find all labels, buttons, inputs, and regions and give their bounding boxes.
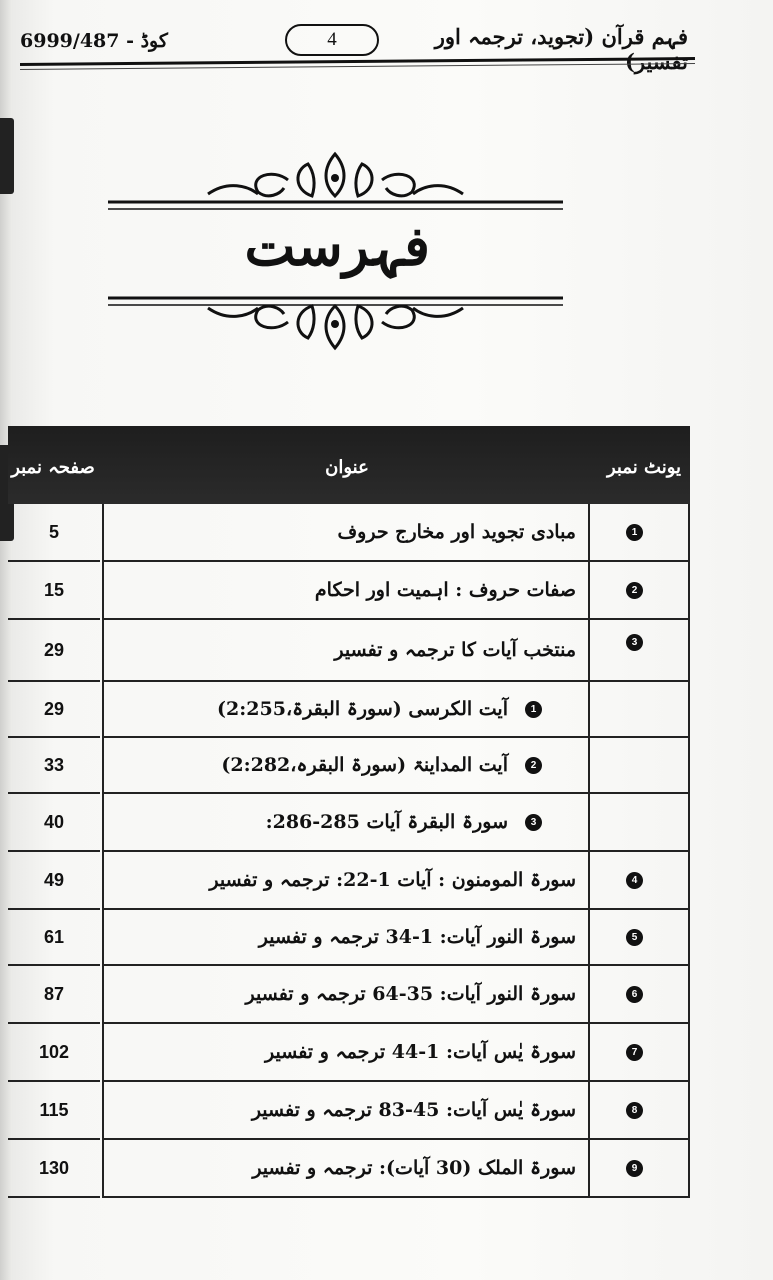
row-unit-cell [590,1024,690,1082]
sub-number-badge: 2 [525,757,542,774]
row-title-cell [102,1082,590,1140]
row-title-cell [102,852,590,910]
page-number: 4 [285,24,379,56]
row-unit-cell [590,794,690,852]
row-page-number: 29 [8,682,100,738]
row-title-cell [102,910,590,966]
table-row [8,504,690,562]
row-unit-cell [590,1082,690,1140]
sub-number-badge: 3 [525,814,542,831]
table-row [8,738,690,794]
row-page-number: 130 [8,1140,100,1198]
column-header-unit: یونٹ نمبر [606,457,682,478]
row-title: سورۃ یٰس آیات: 1-44 ترجمہ و تفسیر [265,1041,576,1063]
row-unit-cell [590,620,690,682]
book-title: فہم قرآن (تجوید، ترجمہ اور تفسیر) [434,24,688,74]
row-page-number: 87 [8,966,100,1024]
table-row [8,562,690,620]
edge-tab-top [0,118,14,194]
ornament-bottom [108,292,563,352]
ornament-top [108,150,563,218]
table-row [8,620,690,682]
row-page-number: 115 [8,1082,100,1140]
row-title: سورۃ النور آیات: 1-34 ترجمہ و تفسیر [258,926,576,948]
row-title: سورۃ النور آیات: 35-64 ترجمہ و تفسیر [245,983,576,1005]
row-page-number: 40 [8,794,100,852]
row-title-cell [102,738,590,794]
row-title: آیت المداینۃ (سورۃ البقرہ،2:282) [221,754,508,776]
unit-number-badge: 4 [626,872,643,889]
row-title: سورۃ المومنون : آیات 1-22: ترجمہ و تفسیر [209,869,576,891]
unit-number-badge: 7 [626,1044,643,1061]
column-header-title: عنوان [325,457,369,478]
row-title: منتخب آیات کا ترجمہ و تفسیر [334,639,576,661]
sub-number-badge: 1 [525,701,542,718]
row-unit-cell [590,852,690,910]
unit-number-badge: 1 [626,524,643,541]
row-unit-cell [590,738,690,794]
row-unit-cell [590,562,690,620]
row-title-cell [102,682,590,738]
row-title-cell [102,966,590,1024]
table-row [8,910,690,966]
table-row [8,852,690,910]
row-title-cell [102,562,590,620]
table-row [8,794,690,852]
row-title: آیت الکرسی (سورۃ البقرۃ،2:255) [217,698,508,720]
unit-number-badge: 9 [626,1160,643,1177]
row-title: صفات حروف : اہمیت اور احکام [314,579,576,601]
row-page-number: 29 [8,620,100,682]
unit-number-badge: 8 [626,1102,643,1119]
row-title-cell [102,1024,590,1082]
column-header-page: صفحہ نمبر [11,457,95,478]
row-title: سورۃ الملک (30 آیات): ترجمہ و تفسیر [252,1157,576,1179]
row-title: سورۃ یٰس آیات: 45-83 ترجمہ و تفسیر [251,1099,576,1121]
row-title-cell [102,1140,590,1198]
course-code: کوڈ - 6999/487 [20,30,168,52]
row-title: مبادی تجوید اور مخارج حروف [337,521,576,543]
row-page-number: 33 [8,738,100,794]
row-page-number: 61 [8,910,100,966]
row-unit-cell [590,966,690,1024]
unit-number-badge: 3 [626,634,643,651]
row-page-number: 49 [8,852,100,910]
table-row [8,966,690,1024]
table-row [8,682,690,738]
table-row [8,1140,690,1198]
row-title-cell [102,504,590,562]
unit-number-badge: 5 [626,929,643,946]
row-page-number: 15 [8,562,100,620]
row-unit-cell [590,504,690,562]
unit-number-badge: 2 [626,582,643,599]
row-page-number: 5 [8,504,100,562]
row-title-cell [102,794,590,852]
table-row [8,1082,690,1140]
table-row [8,1024,690,1082]
row-unit-cell [590,682,690,738]
row-title-cell [102,620,590,682]
heading-contents: فہرست [244,214,430,278]
row-unit-cell [590,1140,690,1198]
row-page-number: 102 [8,1024,100,1082]
unit-number-badge: 6 [626,986,643,1003]
row-title: سورۃ البقرۃ آیات 285-286: [265,811,508,833]
table-header [8,426,690,504]
row-unit-cell [590,910,690,966]
